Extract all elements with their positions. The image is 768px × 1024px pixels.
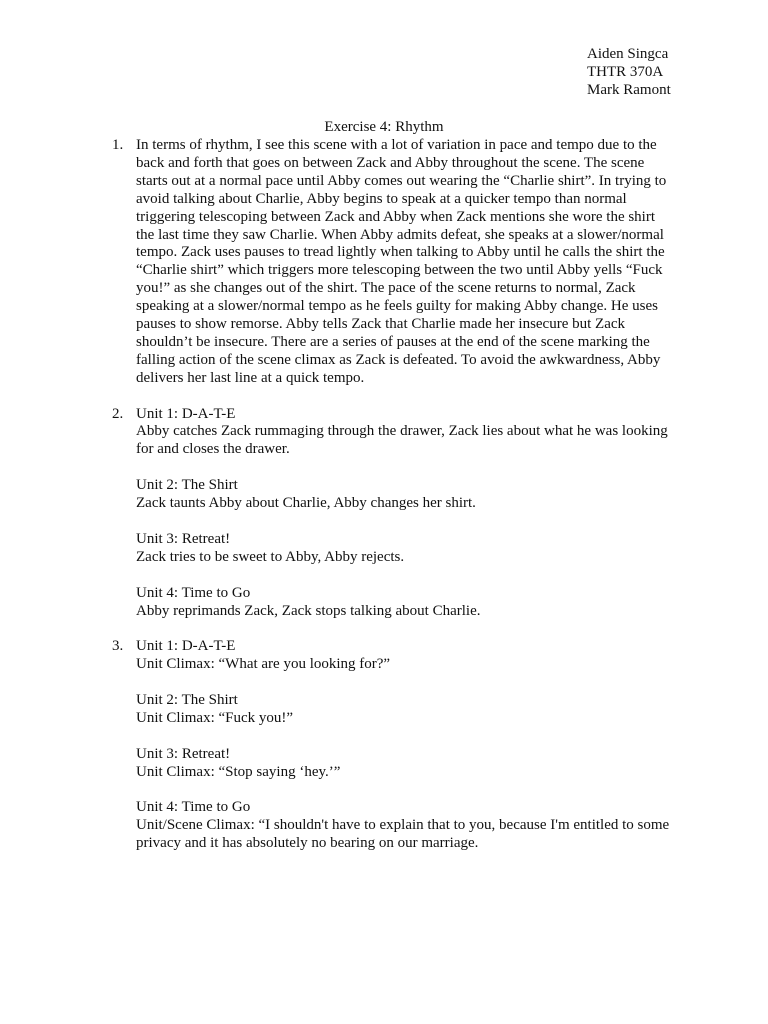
spacer bbox=[112, 388, 677, 406]
unit-block bbox=[136, 799, 677, 853]
answer-list bbox=[112, 137, 677, 853]
unit-body: Unit Climax: “Stop saying ‘hey.’” bbox=[136, 763, 341, 780]
unit-heading: Unit 3: Retreat! bbox=[136, 745, 231, 762]
document-title bbox=[0, 119, 768, 137]
unit-body: Abby reprimands Zack, Zack stops talking about Charlie. bbox=[136, 602, 481, 619]
unit-heading: Unit 4: Time to Go bbox=[136, 799, 251, 816]
unit-block bbox=[136, 746, 677, 782]
unit-heading: Unit 3: Retreat! bbox=[136, 530, 231, 547]
list-item-2 bbox=[112, 406, 677, 621]
unit-heading: Unit 2: The Shirt bbox=[136, 692, 238, 708]
unit-block bbox=[136, 477, 677, 513]
unit-body: Unit/Scene Climax: “I shouldn't have to explain that to you, because I'm entitled to some privacy and it has absolutely no bearing on our marriage. bbox=[136, 817, 670, 852]
unit-body: Unit Climax: “What are you looking for?” bbox=[136, 656, 391, 673]
instructor-name: Mark Ramont bbox=[587, 81, 671, 98]
course-code: THTR 370A bbox=[587, 63, 664, 80]
unit-heading: Unit 4: Time to Go bbox=[136, 584, 251, 601]
unit-block bbox=[136, 406, 677, 460]
rhythm-paragraph: In terms of rhythm, I see this scene with a lot of variation in pace and tempo due to the back and forth that goes on between Zack and Abby throughout the scene. The scene starts out at a normal pace until Abby comes out wearing the “Charlie shirt”. In trying to avoid talking about Charlie, Abby begins to speak at a quicker tempo than normal triggering telescoping between Zack and Abby when Zack mentions she wore the shirt the last time they saw Charlie. When Abby admits defeat, she speaks at a slower/normal tempo. Zack uses pauses to tread lightly when talking to Abby until he calls the shirt the “Charlie shirt” which triggers more telescoping between the two until Abby yells “Fuck you!” as she changes out of the shirt. The pace of the scene returns to normal, Zack speaking at a slower/normal tempo as he feels guilty for making Abby change. He uses pauses to show remorse. Abby tells Zack that Charlie made her insecure but Zack shouldn’t be insecure. There are a series of pauses at the end of the scene marking the falling action of the scene climax as Zack is defeated. To avoid the awkwardness, Abby delivers her last line at a quick tempo. bbox=[136, 137, 667, 386]
item-number: 3. bbox=[112, 638, 124, 655]
unit-block bbox=[136, 692, 677, 728]
unit-block bbox=[136, 638, 677, 674]
unit-body: Abby catches Zack rummaging through the drawer, Zack lies about what he was looking for and closes the drawer. bbox=[136, 423, 668, 458]
unit-block bbox=[136, 585, 677, 621]
unit-heading: Unit 1: D-A-T-E bbox=[136, 405, 236, 422]
unit-heading: Unit 2: The Shirt bbox=[136, 477, 238, 494]
unit-body: Unit Climax: “Fuck you!” bbox=[136, 709, 294, 726]
unit-body: Zack taunts Abby about Charlie, Abby changes her shirt. bbox=[136, 495, 476, 512]
spacer bbox=[112, 620, 677, 638]
author-name: Aiden Singca bbox=[587, 46, 669, 62]
unit-body: Zack tries to be sweet to Abby, Abby rejects. bbox=[136, 548, 405, 565]
title-text: Exercise 4: Rhythm bbox=[324, 119, 444, 135]
header-block bbox=[587, 46, 671, 100]
unit-block bbox=[136, 531, 677, 567]
unit-heading: Unit 1: D-A-T-E bbox=[136, 638, 236, 655]
item-number: 2. bbox=[112, 405, 124, 422]
list-item-3 bbox=[112, 638, 677, 853]
item-number: 1. bbox=[112, 137, 124, 153]
list-item-1 bbox=[112, 137, 677, 388]
